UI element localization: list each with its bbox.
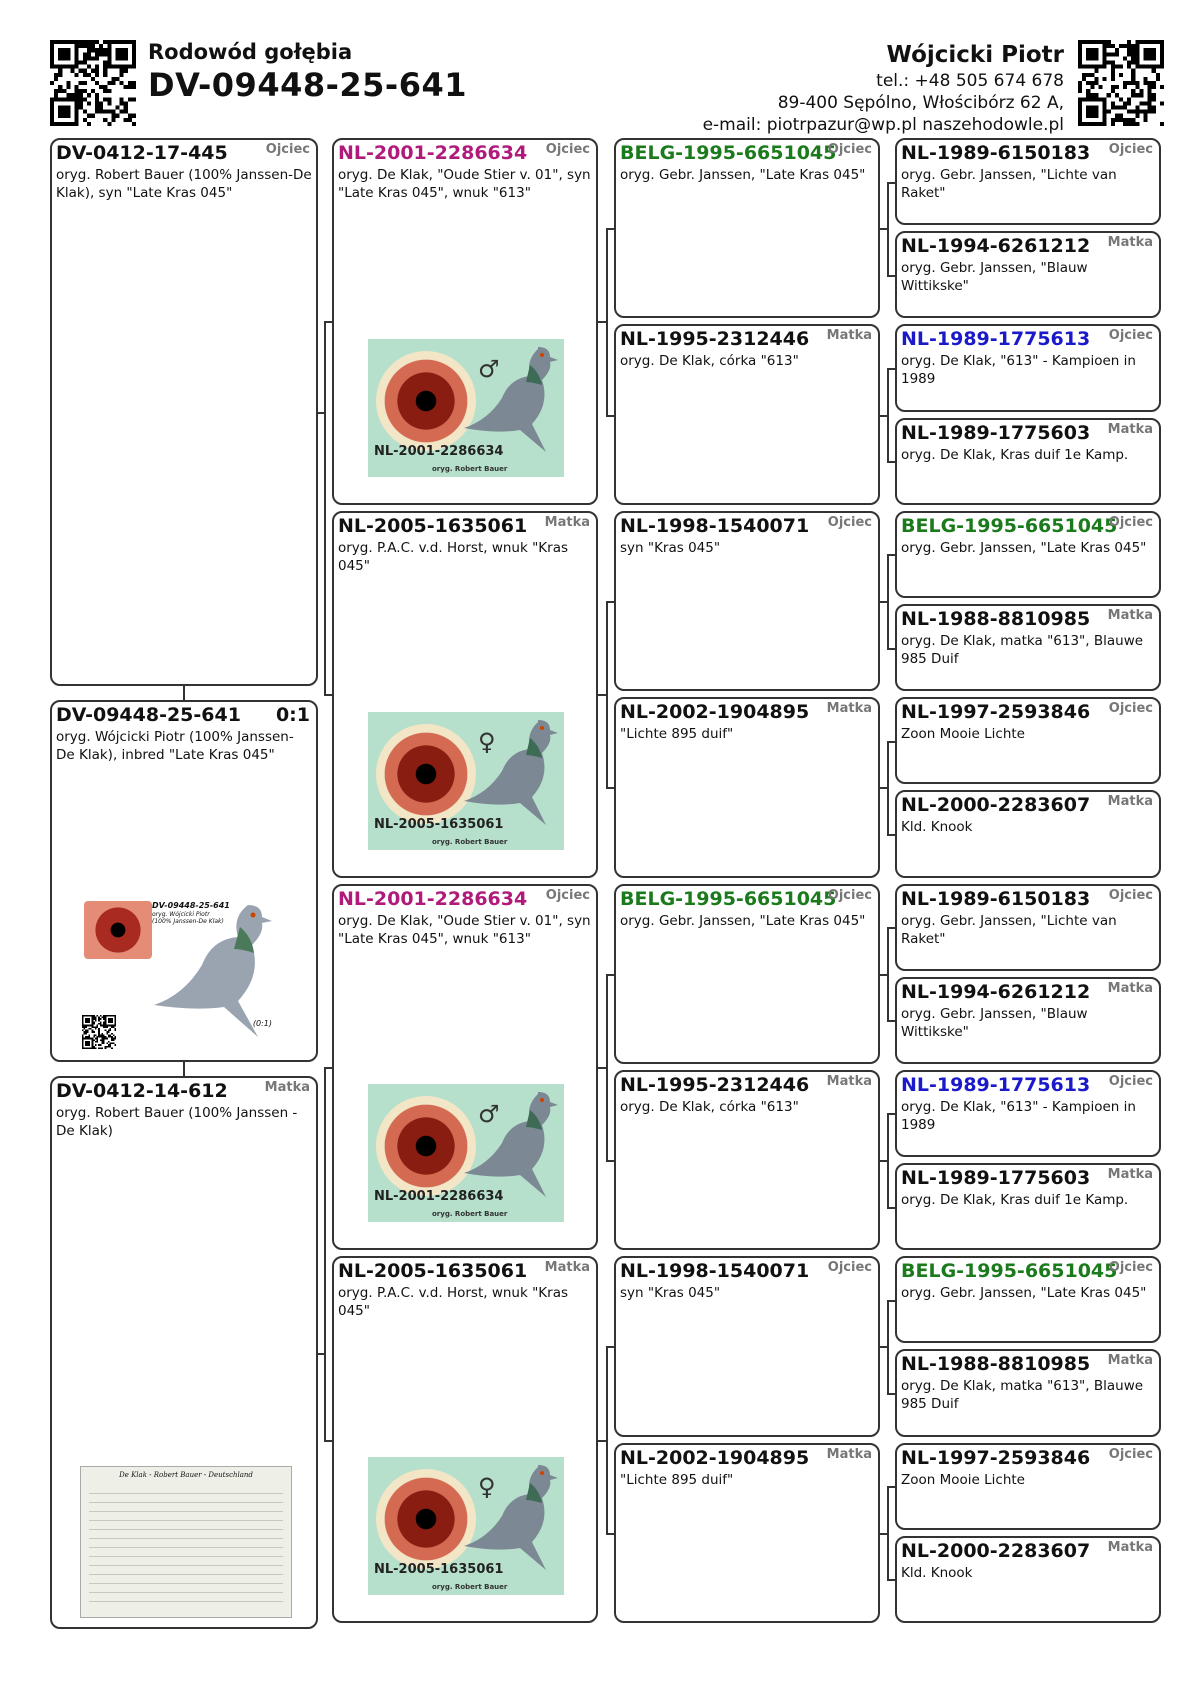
photo-orig-label: oryg. Robert Bauer: [432, 837, 508, 846]
connector: [606, 1533, 614, 1535]
sex-symbol: ♂: [478, 354, 500, 383]
ring-number: NL-2001-2286634: [338, 887, 528, 910]
sex-label: Matka: [1107, 1353, 1153, 1369]
origin-desc: oryg. Gebr. Janssen, "Late Kras 045": [620, 167, 866, 183]
connector: [318, 1353, 324, 1355]
photo-tag-text: (0:1): [252, 1019, 272, 1028]
qr-code-left: [50, 40, 136, 126]
great-grandparent-card: [614, 697, 880, 877]
sex-label: Matka: [1107, 607, 1153, 623]
sex-label: Matka: [1107, 235, 1153, 251]
connector: [887, 461, 895, 463]
origin-desc: Zoon Mooie Lichte: [901, 726, 1025, 743]
sex-symbol: ♀: [478, 1473, 496, 1501]
connector: [324, 694, 332, 696]
connector: [880, 228, 887, 230]
connector: [606, 415, 614, 417]
ring-number: NL-2001-2286634: [338, 142, 528, 164]
origin-desc: oryg. De Klak, "613" - Kampioen in 1989: [901, 1098, 1136, 1133]
main-pigeon-card: [50, 700, 318, 1062]
grandparent-card: [332, 884, 598, 1251]
origin-desc: Zoon Mooie Lichte: [901, 1471, 1025, 1488]
ring-number: NL-1994-6261212: [901, 235, 1091, 258]
origin-desc: oryg. Gebr. Janssen, "Blauw Wittikske": [901, 260, 1088, 295]
sex-label: Matka: [826, 1446, 872, 1462]
sex-label: Ojciec: [827, 887, 872, 903]
connector: [598, 1440, 606, 1442]
sex-label: Matka: [826, 328, 872, 344]
connector: [887, 741, 889, 834]
ring-number: BELG-1995-6651045: [620, 142, 837, 164]
connector: [887, 648, 895, 650]
sex-label: Matka: [1107, 794, 1153, 810]
great-grandparent-card: [614, 324, 880, 504]
ring-number: NL-1994-6261212: [901, 980, 1091, 1003]
connector: [183, 686, 185, 700]
great-great-grandparent-card: [895, 977, 1161, 1064]
sex-label: Matka: [1107, 980, 1153, 996]
connector: [880, 1346, 887, 1348]
connector: [880, 415, 887, 417]
great-great-grandparent-card: [895, 1349, 1161, 1436]
connector: [880, 974, 887, 976]
sire-card: [50, 138, 318, 686]
origin-desc: oryg. De Klak, matka "613", Blauwe 985 Duif: [901, 1378, 1144, 1413]
ring-number: NL-1989-1775603: [901, 1167, 1091, 1190]
sex-symbol: ♂: [478, 1100, 500, 1129]
ring-number: NL-2005-1635061: [338, 514, 528, 537]
sex-label: Matka: [826, 1073, 872, 1089]
connector: [606, 787, 614, 789]
connector: [887, 927, 889, 1020]
great-grandparent-card: [614, 511, 880, 691]
document-header: [148, 40, 467, 104]
great-grandparent-card: [614, 1256, 880, 1436]
connector: [606, 228, 608, 414]
great-great-grandparent-card: [895, 1256, 1161, 1343]
sex-label: Ojciec: [1108, 887, 1153, 903]
origin-desc: oryg. Gebr. Janssen, "Late Kras 045": [901, 539, 1147, 556]
origin-desc: Kld. Knook: [901, 819, 973, 836]
photo-ring-label: NL-2005-1635061: [374, 816, 504, 832]
qr-code-main: [82, 1015, 116, 1049]
ring-number: NL-2005-1635061: [338, 1260, 528, 1283]
connector: [887, 554, 895, 556]
connector: [606, 974, 614, 976]
sex-label: Matka: [826, 701, 872, 717]
photo-ring-text: DV-09448-25-641: [152, 901, 230, 910]
owner-name: Wójcicki Piotr: [886, 42, 1064, 68]
sex-label: Ojciec: [827, 1260, 872, 1276]
photo-ring-label: NL-2005-1635061: [374, 1562, 504, 1577]
certificate-body: [89, 1485, 283, 1607]
sex-label: Ojciec: [1108, 1260, 1153, 1276]
great-great-grandparent-card: [895, 324, 1161, 411]
great-great-grandparent-card: [895, 231, 1161, 318]
sex-label: Matka: [1107, 1539, 1153, 1555]
main-pigeon-ring: DV-09448-25-641: [56, 704, 241, 726]
connector: [887, 927, 895, 929]
connector: [598, 694, 606, 696]
great-great-grandparent-card: [895, 1443, 1161, 1530]
qr-code-right: [1078, 40, 1164, 126]
pigeon-photo: [368, 712, 564, 850]
origin-desc: "Lichte 895 duif": [620, 1471, 734, 1488]
pigeon-photo: [368, 339, 564, 477]
sex-label: Ojciec: [827, 514, 872, 530]
connector: [606, 601, 608, 787]
origin-desc: oryg. Gebr. Janssen, "Lichte van Raket": [901, 912, 1117, 947]
connector: [887, 741, 895, 743]
connector: [880, 787, 887, 789]
pigeon-image: [456, 341, 564, 457]
photo-orig-text: oryg. Wójcicki Piotr: [152, 911, 210, 918]
ring-number: NL-1989-1775613: [901, 328, 1091, 351]
photo-orig-label: oryg. Robert Bauer: [432, 1583, 508, 1591]
sex-label: Matka: [544, 514, 590, 530]
great-great-grandparent-card: [895, 884, 1161, 971]
connector: [606, 974, 608, 1160]
connector: [887, 368, 889, 461]
great-great-grandparent-card: [895, 1536, 1161, 1623]
connector: [598, 321, 606, 323]
origin-desc: oryg. Gebr. Janssen, "Late Kras 045": [901, 1285, 1147, 1302]
dam-desc: oryg. Robert Bauer (100% Janssen - De Klak): [56, 1105, 298, 1139]
owner-email: e-mail: piotrpazur@wp.pl naszehodowle.pl: [702, 115, 1064, 135]
sex-label: Matka: [544, 1260, 590, 1276]
sire-sex: Ojciec: [265, 142, 310, 157]
sex-label: Ojciec: [1108, 142, 1153, 157]
connector: [887, 275, 895, 277]
connector: [606, 1346, 614, 1348]
certificate-image: [80, 1466, 292, 1618]
ring-number: NL-1995-2312446: [620, 1073, 810, 1096]
great-great-grandparent-card: [895, 697, 1161, 784]
ring-number: NL-2002-1904895: [620, 1446, 810, 1469]
connector: [887, 1300, 895, 1302]
ring-number: NL-1988-8810985: [901, 607, 1091, 630]
pigeon-image: [456, 1459, 564, 1575]
document-type: Rodowód gołębia: [148, 40, 353, 64]
ring-number: NL-1989-6150183: [901, 887, 1091, 910]
connector: [887, 1300, 889, 1393]
main-pigeon-tag: 0:1: [275, 704, 310, 726]
sex-label: Ojciec: [827, 142, 872, 157]
connector: [887, 1113, 889, 1206]
connector: [887, 834, 895, 836]
connector: [880, 1160, 887, 1162]
origin-desc: oryg. P.A.C. v.d. Horst, wnuk "Kras 045": [338, 539, 569, 574]
great-great-grandparent-card: [895, 790, 1161, 877]
connector: [606, 601, 614, 603]
sire-desc: oryg. Robert Bauer (100% Janssen-De Klak), syn "Late Kras 045": [56, 167, 312, 201]
connector: [880, 601, 887, 603]
connector: [183, 1062, 185, 1076]
sex-label: Ojciec: [1108, 701, 1153, 717]
grandparent-card: [332, 138, 598, 505]
photo-ring-label: NL-2001-2286634: [374, 1189, 504, 1205]
connector: [324, 321, 332, 323]
origin-desc: oryg. De Klak, Kras duif 1e Kamp.: [901, 446, 1129, 463]
sex-label: Ojciec: [1108, 514, 1153, 530]
connector: [324, 1067, 332, 1069]
origin-desc: oryg. P.A.C. v.d. Horst, wnuk "Kras 045": [338, 1285, 569, 1320]
owner-block: [703, 40, 1064, 136]
sex-symbol: ♀: [478, 727, 496, 756]
connector: [887, 1486, 889, 1579]
ring-number: NL-1989-1775613: [901, 1073, 1091, 1096]
great-great-grandparent-card: [895, 138, 1161, 225]
dam-card: [50, 1076, 318, 1629]
connector: [887, 1579, 895, 1581]
ring-number: NL-1995-2312446: [620, 328, 810, 351]
origin-desc: "Lichte 895 duif": [620, 726, 734, 743]
connector: [880, 1533, 887, 1535]
photo-orig-label: oryg. Robert Bauer: [432, 464, 508, 473]
grandparent-card: [332, 511, 598, 878]
photo-orig-label: oryg. Robert Bauer: [432, 1210, 508, 1219]
ring-number: NL-1998-1540071: [620, 514, 810, 537]
grandparent-card: [332, 1256, 598, 1623]
dam-ring: DV-0412-14-612: [56, 1080, 228, 1102]
ring-number: NL-1997-2593846: [901, 701, 1091, 724]
ring-number: NL-1989-6150183: [901, 142, 1091, 164]
ring-number: BELG-1995-6651045: [620, 887, 837, 910]
dam-sex: Matka: [264, 1080, 310, 1095]
great-great-grandparent-card: [895, 418, 1161, 505]
ring-number: BELG-1995-6651045: [901, 1260, 1118, 1283]
connector: [887, 554, 889, 647]
pigeon-photo: [368, 1457, 564, 1595]
main-pigeon-photo: [82, 897, 282, 1052]
origin-desc: oryg. Gebr. Janssen, "Blauw Wittikske": [901, 1005, 1088, 1040]
origin-desc: oryg. De Klak, córka "613": [620, 353, 799, 370]
ring-number: NL-1997-2593846: [901, 1446, 1091, 1469]
connector: [887, 182, 895, 184]
origin-desc: Kld. Knook: [901, 1564, 973, 1581]
origin-desc: oryg. De Klak, "Oude Stier v. 01", syn "Late Kras 045", wnuk "613": [338, 167, 591, 201]
connector: [887, 1207, 895, 1209]
great-great-grandparent-card: [895, 1070, 1161, 1157]
connector: [887, 1113, 895, 1115]
pigeon-image: [456, 714, 564, 830]
sex-label: Ojciec: [1108, 328, 1153, 344]
origin-desc: oryg. De Klak, matka "613", Blauwe 985 Duif: [901, 632, 1144, 667]
origin-desc: oryg. De Klak, "613" - Kampioen in 1989: [901, 353, 1136, 388]
great-grandparent-card: [614, 884, 880, 1064]
origin-desc: syn "Kras 045": [620, 1285, 721, 1302]
great-grandparent-card: [614, 138, 880, 318]
ring-number: NL-1998-1540071: [620, 1260, 810, 1283]
pigeon-photo: [368, 1084, 564, 1222]
origin-desc: syn "Kras 045": [620, 539, 721, 556]
connector: [606, 1346, 608, 1532]
origin-desc: oryg. De Klak, Kras duif 1e Kamp.: [901, 1192, 1129, 1209]
connector: [324, 321, 326, 694]
connector: [324, 1067, 326, 1440]
great-great-grandparent-card: [895, 1163, 1161, 1250]
great-grandparent-card: [614, 1070, 880, 1250]
connector: [887, 1486, 895, 1488]
photo-ring-label: NL-2001-2286634: [374, 443, 504, 459]
connector: [606, 1160, 614, 1162]
connector: [598, 1067, 606, 1069]
sex-label: Matka: [1107, 1167, 1153, 1183]
owner-phone: tel.: +48 505 674 678: [876, 71, 1064, 91]
main-ring-number: DV-09448-25-641: [148, 66, 467, 104]
pigeon-image: [456, 1086, 564, 1202]
origin-desc: oryg. De Klak, córka "613": [620, 1098, 799, 1115]
sex-label: Ojciec: [1108, 1073, 1153, 1089]
connector: [887, 1393, 895, 1395]
great-great-grandparent-card: [895, 511, 1161, 598]
connector: [887, 368, 895, 370]
connector: [324, 1440, 332, 1442]
main-pigeon-desc: oryg. Wójcicki Piotr (100% Janssen-De Klak), inbred "Late Kras 045": [56, 729, 294, 763]
sex-label: Ojciec: [545, 887, 590, 903]
sire-ring: DV-0412-17-445: [56, 142, 228, 164]
sex-label: Matka: [1107, 421, 1153, 437]
ring-number: BELG-1995-6651045: [901, 514, 1118, 537]
ring-number: NL-2000-2283607: [901, 794, 1091, 817]
origin-desc: oryg. De Klak, "Oude Stier v. 01", syn "Late Kras 045", wnuk "613": [338, 912, 591, 947]
ring-number: NL-2002-1904895: [620, 701, 810, 724]
great-grandparent-card: [614, 1443, 880, 1623]
ring-number: NL-1989-1775603: [901, 421, 1091, 444]
origin-desc: oryg. Gebr. Janssen, "Lichte van Raket": [901, 167, 1117, 201]
great-great-grandparent-card: [895, 604, 1161, 691]
connector: [887, 182, 889, 275]
ring-number: NL-2000-2283607: [901, 1539, 1091, 1562]
connector: [606, 228, 614, 230]
ring-number: NL-1988-8810985: [901, 1353, 1091, 1376]
connector: [318, 412, 324, 414]
sex-label: Ojciec: [1108, 1446, 1153, 1462]
owner-address: 89-400 Sępólno, Włościbórz 62 A,: [777, 93, 1064, 113]
photo-line-text: (100% Janssen-De Klak): [152, 918, 224, 925]
sex-label: Ojciec: [545, 142, 590, 157]
origin-desc: oryg. Gebr. Janssen, "Late Kras 045": [620, 912, 866, 929]
connector: [887, 1020, 895, 1022]
certificate-title: De Klak - Robert Bauer - Deutschland: [119, 1471, 253, 1479]
